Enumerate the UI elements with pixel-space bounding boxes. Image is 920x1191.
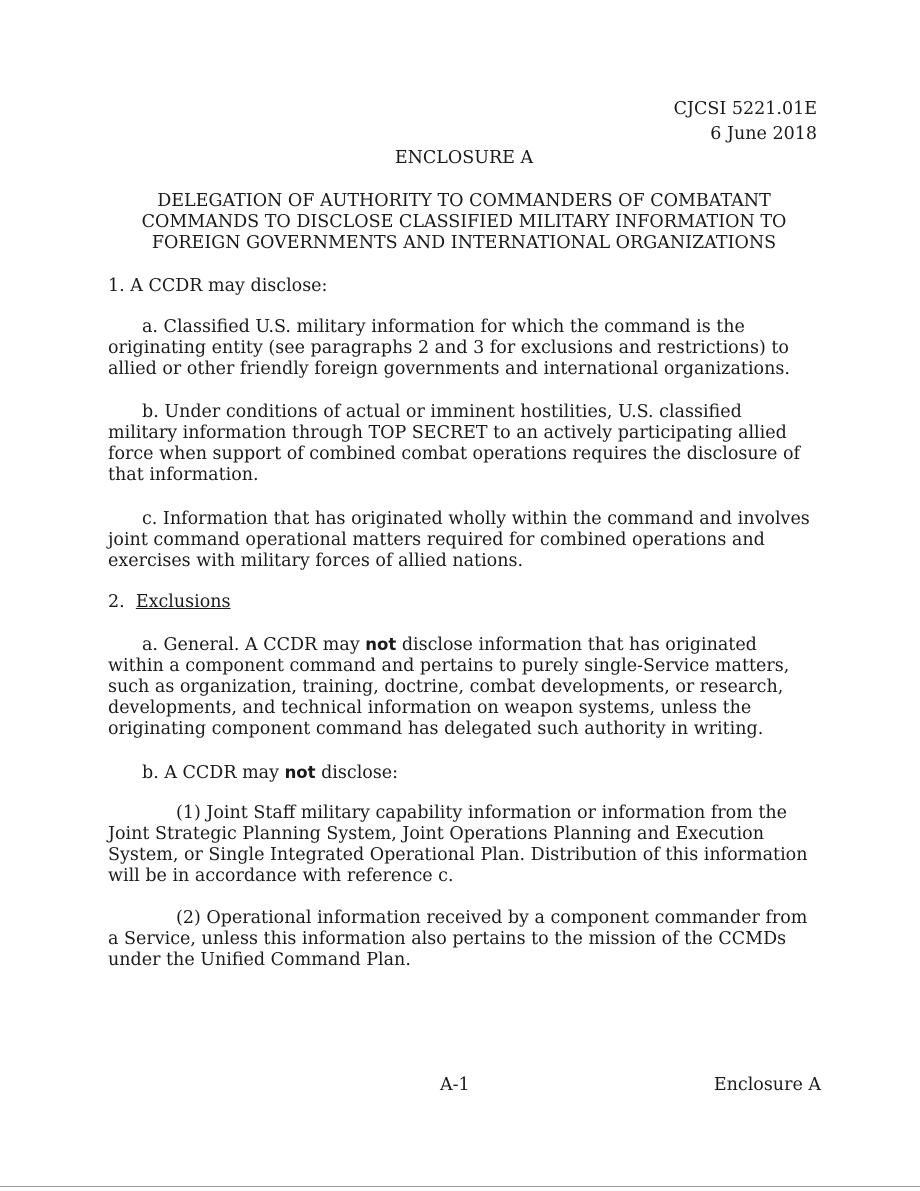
section-1-paragraph-b <box>108 402 828 486</box>
footer-enclosure-label: Enclosure A <box>713 1075 821 1095</box>
paragraph-line: a. Classified U.S. military information for which the command is the <box>142 317 745 337</box>
section-2-subparagraph-2 <box>108 908 828 971</box>
paragraph-line: originating entity (see paragraphs 2 and 3 for exclusions and restrictions) to <box>108 338 789 358</box>
paragraph-line: military information through TOP SECRET to an actively participating allied <box>108 423 787 443</box>
paragraph-line: Joint Strategic Planning System, Joint Operations Planning and Execution <box>108 824 764 844</box>
section-1-paragraph-c <box>108 509 828 572</box>
paragraph-line: force when support of combined combat operations requires the disclosure of <box>108 444 800 464</box>
paragraph-line: will be in accordance with reference c. <box>108 866 454 886</box>
title-line-3: FOREIGN GOVERNMENTS AND INTERNATIONAL ORGANIZATIONS <box>151 233 777 253</box>
document-number: CJCSI 5221.01E <box>673 99 817 119</box>
paragraph-line: joint command operational matters required for combined operations and <box>108 530 765 550</box>
paragraph-line: originating component command has delegated such authority in writing. <box>108 719 764 739</box>
paragraph-line: (1) Joint Staff military capability information or information from the <box>176 803 788 823</box>
page-number: A-1 <box>440 1075 470 1095</box>
section-2-number: 2. <box>108 592 125 612</box>
paragraph-line: System, or Single Integrated Operational Plan. Distribution of this information <box>108 845 808 865</box>
paragraph-line: within a component command and pertains to purely single-Service matters, <box>108 656 790 676</box>
paragraph-line: b. Under conditions of actual or imminent hostilities, U.S. classified <box>142 402 742 422</box>
paragraph-line <box>108 762 828 784</box>
paragraph-line: allied or other friendly foreign governments and international organizations. <box>108 359 790 379</box>
paragraph-line: developments, and technical information on weapon systems, unless the <box>108 698 752 718</box>
section-1-paragraph-a <box>108 317 828 380</box>
text-run: b. A CCDR may <box>142 763 285 783</box>
paragraph-line <box>108 634 828 656</box>
paragraph-line: c. Information that has originated wholly within the command and involves <box>142 509 810 529</box>
emphasis-not: not <box>365 635 397 654</box>
paragraph-line: under the Unified Command Plan. <box>108 950 411 970</box>
paragraph-line: that information. <box>108 465 259 485</box>
section-2-paragraph-a <box>108 634 828 740</box>
text-run: disclose: <box>315 763 399 783</box>
emphasis-not: not <box>284 763 316 782</box>
text-run: a. General. A CCDR may <box>142 635 366 655</box>
text-run: disclose information that has originated <box>396 635 757 655</box>
enclosure-label: ENCLOSURE A <box>394 148 534 168</box>
section-2-paragraph-b <box>108 762 828 784</box>
title-line-2: COMMANDS TO DISCLOSE CLASSIFIED MILITARY INFORMATION TO <box>141 212 787 232</box>
section-2-heading <box>108 592 828 613</box>
paragraph-line: exercises with military forces of allied nations. <box>108 551 524 571</box>
section-2-subparagraph-1 <box>108 803 828 887</box>
title-line-1: DELEGATION OF AUTHORITY TO COMMANDERS OF COMBATANT <box>157 191 771 211</box>
paragraph-line: (2) Operational information received by a component commander from <box>176 908 808 928</box>
section-1-heading: 1. A CCDR may disclose: <box>108 276 328 296</box>
paragraph-line: a Service, unless this information also pertains to the mission of the CCMDs <box>108 929 787 949</box>
document-date: 6 June 2018 <box>710 124 817 144</box>
paragraph-line: such as organization, training, doctrine, combat developments, or research, <box>108 677 784 697</box>
section-2-title: Exclusions <box>135 592 231 612</box>
scan-edge-divider <box>0 1186 920 1187</box>
